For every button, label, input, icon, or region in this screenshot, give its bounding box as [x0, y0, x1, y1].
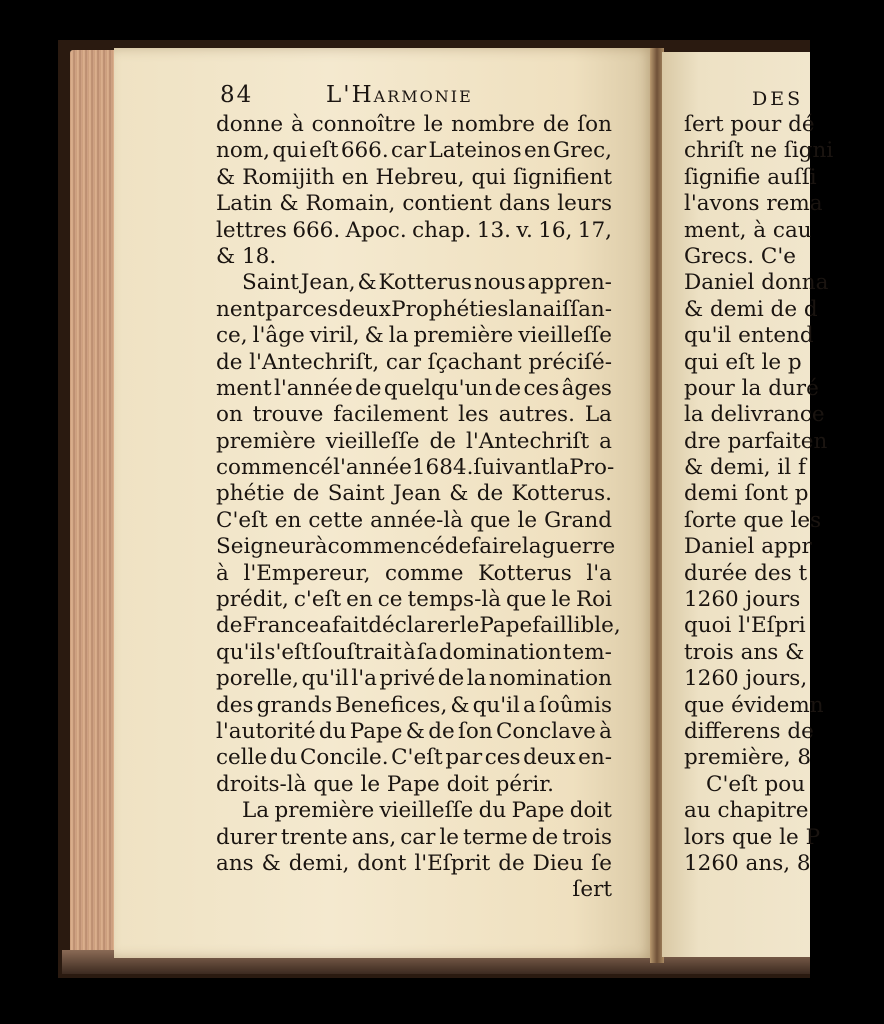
- text-line: Grecs. C'e: [684, 243, 797, 269]
- text-line: de l'Antechriſt, car ſçachant préciſé-: [216, 349, 612, 375]
- text-line: que évidemn: [684, 692, 824, 718]
- text-line: C'eſt en cette année-là que le Grand: [216, 507, 612, 533]
- text-line: ans & demi, dont l'Eſprit de Dieu ſe: [216, 850, 612, 876]
- text-line: chriſt ne ſigni: [684, 138, 834, 164]
- text-line: qu'il entend: [684, 323, 814, 349]
- text-line: & Romijith en Hebreu, qui ſignifient: [216, 164, 612, 190]
- text-line: donne à connoître le nombre de ſon: [216, 112, 612, 137]
- text-line: ſorte que les: [684, 507, 822, 533]
- text-line: Seigneur à commencé de faire la guerre: [216, 534, 616, 560]
- text-line: l'avons rema: [684, 191, 823, 217]
- text-line: à l'Empereur, comme Kotterus l'a: [216, 560, 612, 586]
- left-page-header: [216, 82, 616, 114]
- text-line: première, 8: [684, 745, 812, 771]
- text-line: nom, qui eſt 666. car Lateinos en Grec,: [216, 138, 612, 164]
- text-line: Latin & Romain, contient dans leurs: [216, 191, 612, 217]
- page-number: 84: [220, 82, 254, 108]
- text-line: ce, l'âge viril, & la première vieilleſſe: [216, 323, 612, 349]
- text-line: celle du Concile. C'eſt par ces deux en-: [216, 745, 612, 771]
- right-page-text: [684, 112, 884, 877]
- text-line: durée des t: [684, 560, 808, 586]
- text-line: & demi, il f: [684, 455, 806, 481]
- text-line: Daniel donna: [684, 270, 829, 296]
- text-line: La première vieilleſſe du Pape doit: [242, 798, 612, 824]
- text-line: droits-là que le Pape doit périr.: [216, 771, 555, 797]
- text-line: de France a fait déclarer le Pape faillible,: [216, 613, 621, 639]
- page-edges: [70, 50, 116, 955]
- left-page-text: [216, 112, 621, 904]
- text-line: Saint Jean, & Kotterus nous appren-: [242, 270, 612, 296]
- text-line: prédit, c'eſt en ce temps-là que le Roi: [216, 587, 612, 613]
- text-line: qui eſt le p: [684, 349, 802, 375]
- text-line: ſignifie auſſi: [684, 164, 817, 190]
- text-line: 1260 ans, 8: [684, 850, 811, 876]
- catchword: ſert: [572, 877, 612, 903]
- text-line: phétie de Saint Jean & de Kotterus.: [216, 481, 612, 507]
- text-line: durer trente ans, car le terme de trois: [216, 824, 612, 850]
- right-page-visible-area: [662, 52, 834, 957]
- right-running-head: DES: [752, 88, 804, 110]
- text-line: commencé l'année 1684. ſuivant la Pro-: [216, 455, 615, 481]
- text-line: lettres 666. Apoc. chap. 13. v. 16, 17,: [216, 217, 612, 243]
- text-line: differens de: [684, 718, 814, 744]
- text-line: 1260 jours,: [684, 666, 808, 692]
- running-head: L'Harmonie: [326, 82, 473, 108]
- text-line: des grands Benefices, & qu'il a ſoûmis: [216, 692, 612, 718]
- text-line: trois ans &: [684, 639, 805, 665]
- text-line: quoi l'Eſpri: [684, 613, 806, 639]
- text-line: porelle, qu'il l'a privé de la nomination: [216, 666, 612, 692]
- text-line: première vieilleſſe de l'Antechriſt a: [216, 428, 612, 454]
- text-line: ment, à cau: [684, 217, 812, 243]
- text-line: demi ſont p: [684, 481, 809, 507]
- text-line: qu'il s'eſt ſouſtrait à ſa domination tem-: [216, 639, 612, 665]
- text-line: dre parfaiten: [684, 428, 828, 454]
- text-line: ment l'année de quelqu'un de ces âges: [216, 375, 612, 401]
- text-line: nent par ces deux Prophéties la naiſſan-: [216, 296, 612, 322]
- text-line: l'autorité du Pape & de ſon Conclave à: [216, 718, 612, 744]
- text-line: ſert pour dé: [684, 112, 815, 137]
- text-line: & 18.: [216, 243, 277, 269]
- text-line: on trouve facilement les autres. La: [216, 402, 612, 428]
- text-line: au chapitre: [684, 798, 809, 824]
- text-line: lors que le P: [684, 824, 821, 850]
- text-line: Daniel appr: [684, 534, 812, 560]
- text-line: & demi de d: [684, 296, 818, 322]
- text-line: C'eſt pou: [706, 771, 806, 797]
- text-line: la delivrance: [684, 402, 825, 428]
- text-line: 1260 jours: [684, 587, 801, 613]
- text-line: pour la duré: [684, 375, 819, 401]
